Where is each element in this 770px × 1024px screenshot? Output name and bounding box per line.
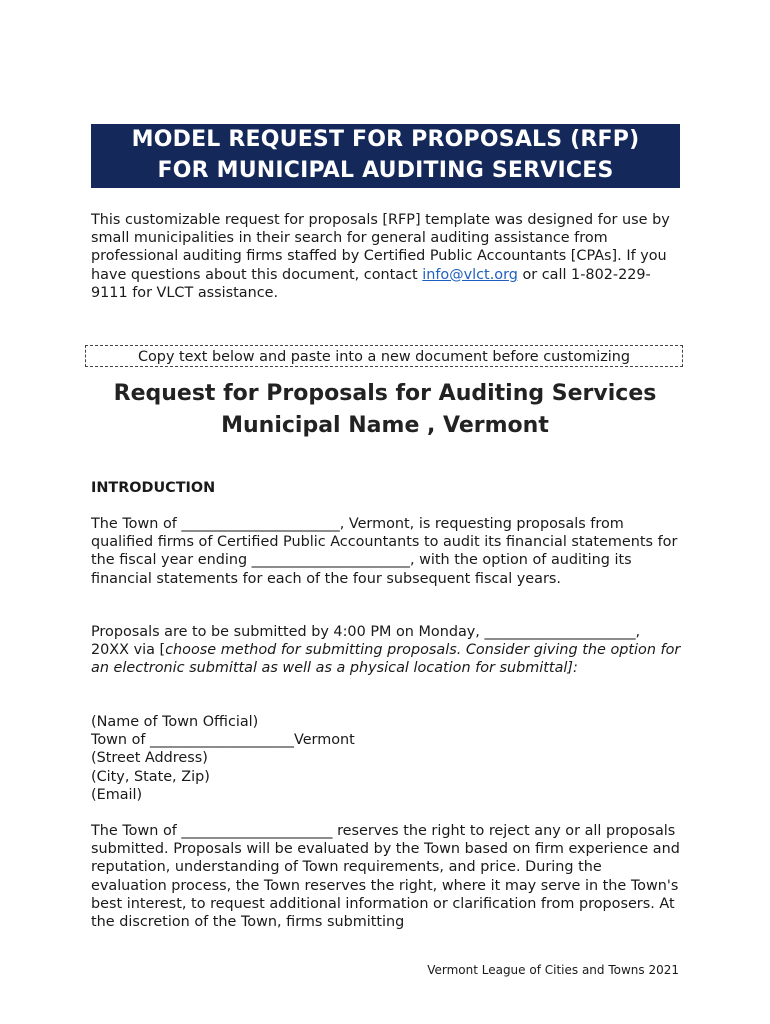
address-line-5: (Email): [91, 786, 143, 803]
intro-text: This customizable request for proposals [RFP] template was designed for use by small municipalities in their search for general auditing assistance from professional auditing firms staffed by Certified Public Accountants [CPAs]. If you have questions about this document, contact: [91, 212, 670, 283]
address-block: [91, 713, 681, 804]
intro-paragraph: [91, 211, 681, 302]
copy-notice: Copy text below and paste into a new document before customizing: [85, 345, 683, 367]
heading-line-2: Municipal Name , Vermont: [221, 413, 549, 438]
address-line-2: Town of ____________________Vermont: [91, 732, 355, 749]
paragraph-2: [91, 623, 681, 678]
paragraph-2-italic: choose method for submitting proposals. Consider giving the option for an electronic submittal as well as a physical location for submittal]:: [91, 642, 681, 677]
email-link[interactable]: info@vlct.org: [422, 266, 518, 283]
title-banner: [91, 124, 680, 188]
address-line-1: (Name of Town Official): [91, 714, 259, 730]
heading-line-1: Request for Proposals for Auditing Services: [113, 381, 657, 406]
title-line-2: FOR MUNICIPAL AUDITING SERVICES: [157, 158, 614, 183]
paragraph-1: The Town of ______________________, Vermont, is requesting proposals from qualified firms of Certified Public Accountants to audit its financial statements for the fiscal year ending ______________________, with the option of auditing its financial statements for each of the four subsequent fiscal years.: [91, 516, 678, 587]
paragraph-2-text: Proposals are to be submitted by 4:00 PM on Monday, _____________________, 20XX via [: [91, 624, 641, 659]
document-heading: [60, 378, 710, 442]
address-line-3: (Street Address): [91, 750, 208, 767]
intro-text-end: or call 1-802-229-9111 for VLCT assistance.: [91, 266, 651, 301]
paragraph-3: The Town of _____________________ reserves the right to reject any or all proposals submitted. Proposals will be evaluated by the Town based on firm experience and reputation, understanding of Town requirements, and price. During the evaluation process, the Town reserves the right, where it may serve in the Town's best interest, to request additional information or clarification from proposers. At the discretion of the Town, firms submitting: [91, 823, 680, 931]
section-heading: INTRODUCTION: [91, 480, 216, 496]
title-line-1: MODEL REQUEST FOR PROPOSALS (RFP): [131, 127, 640, 152]
address-line-4: (City, State, Zip): [91, 768, 210, 785]
page-footer: Vermont League of Cities and Towns 2021: [427, 963, 679, 977]
